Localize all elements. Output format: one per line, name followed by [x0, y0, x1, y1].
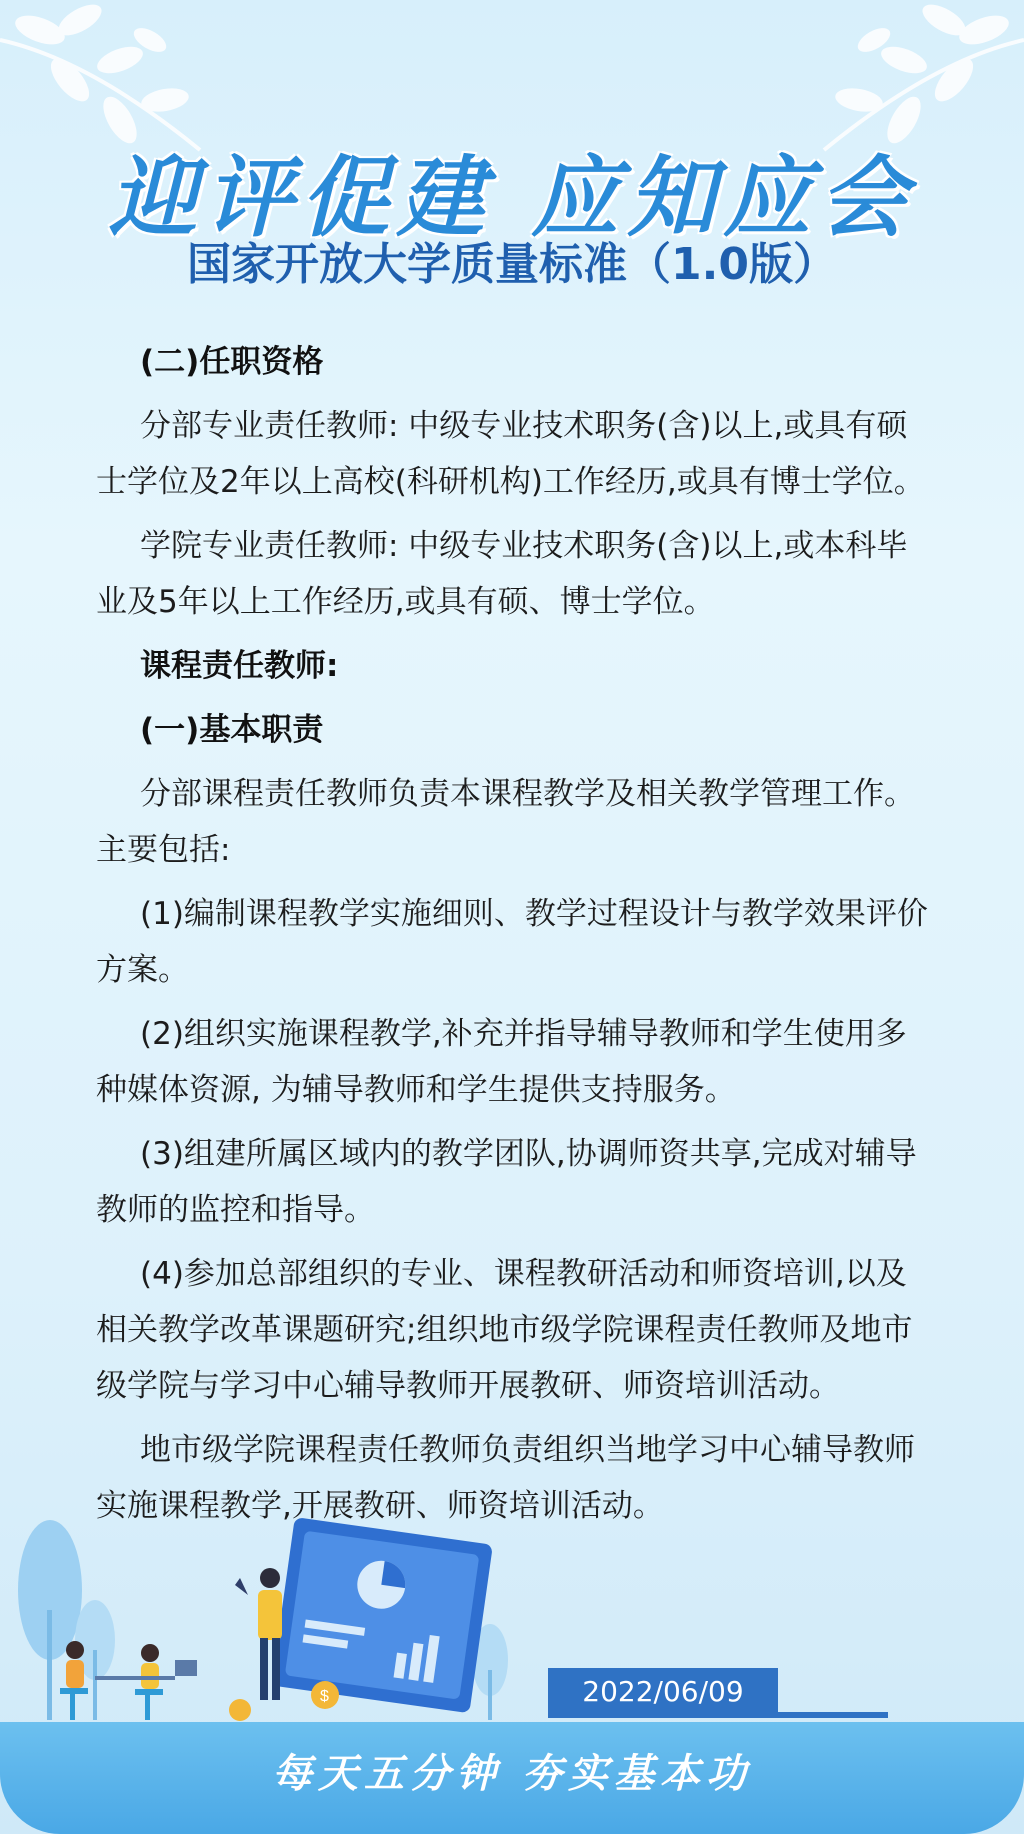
date-badge: 2022/06/09 [548, 1668, 778, 1716]
presentation-board-icon [271, 1517, 493, 1713]
svg-text:$: $ [320, 1688, 329, 1705]
section-heading: (二)任职资格 [140, 344, 324, 380]
presenter-figure [235, 1568, 282, 1700]
footer-slogan: 每天五分钟 夯实基本功 [272, 1750, 752, 1797]
article-body [96, 334, 936, 1542]
megaphone-icon [235, 1578, 248, 1595]
paragraph: 地市级学院课程责任教师负责组织当地学习中心辅导教师实施课程教学,开展教研、师资培训活动。 [96, 1432, 915, 1524]
paragraph: 分部专业责任教师: 中级专业技术职务(含)以上,或具有硕士学位及2年以上高校(科研机构)工作经历,或具有博士学位。 [96, 408, 925, 500]
paragraph: (4)参加总部组织的专业、课程教研活动和师资培训,以及相关教学改革课题研究;组织地市级学院课程责任教师及地市级学院与学习中心辅导教师开展教研、师资培训活动。 [96, 1256, 913, 1404]
paragraph: 分部课程责任教师负责本课程教学及相关教学管理工作。主要包括: [96, 776, 915, 868]
seated-people [60, 1641, 197, 1720]
page-title: 迎评促建 应知应会 [108, 145, 916, 249]
page-subtitle: 国家开放大学质量标准（1.0版） [187, 239, 837, 290]
date-underline [548, 1712, 888, 1718]
paragraph: (1)编制课程教学实施细则、教学过程设计与教学效果评价方案。 [96, 896, 928, 988]
dollar-coin-icon [229, 1699, 251, 1721]
paragraph: 学院专业责任教师: 中级专业技术职务(含)以上,或本科毕业及5年以上工作经历,或具有硕、博士学位。 [96, 528, 908, 620]
teamwork-illustration [0, 1510, 560, 1730]
paragraph: (3)组建所属区域内的教学团队,协调师资共享,完成对辅导教师的监控和指导。 [96, 1136, 917, 1228]
paragraph: (2)组织实施课程教学,补充并指导辅导教师和学生使用多种媒体资源, 为辅导教师和学生提供支持服务。 [96, 1016, 907, 1108]
section-heading: (一)基本职责 [140, 712, 324, 748]
section-heading: 课程责任教师: [140, 648, 339, 684]
